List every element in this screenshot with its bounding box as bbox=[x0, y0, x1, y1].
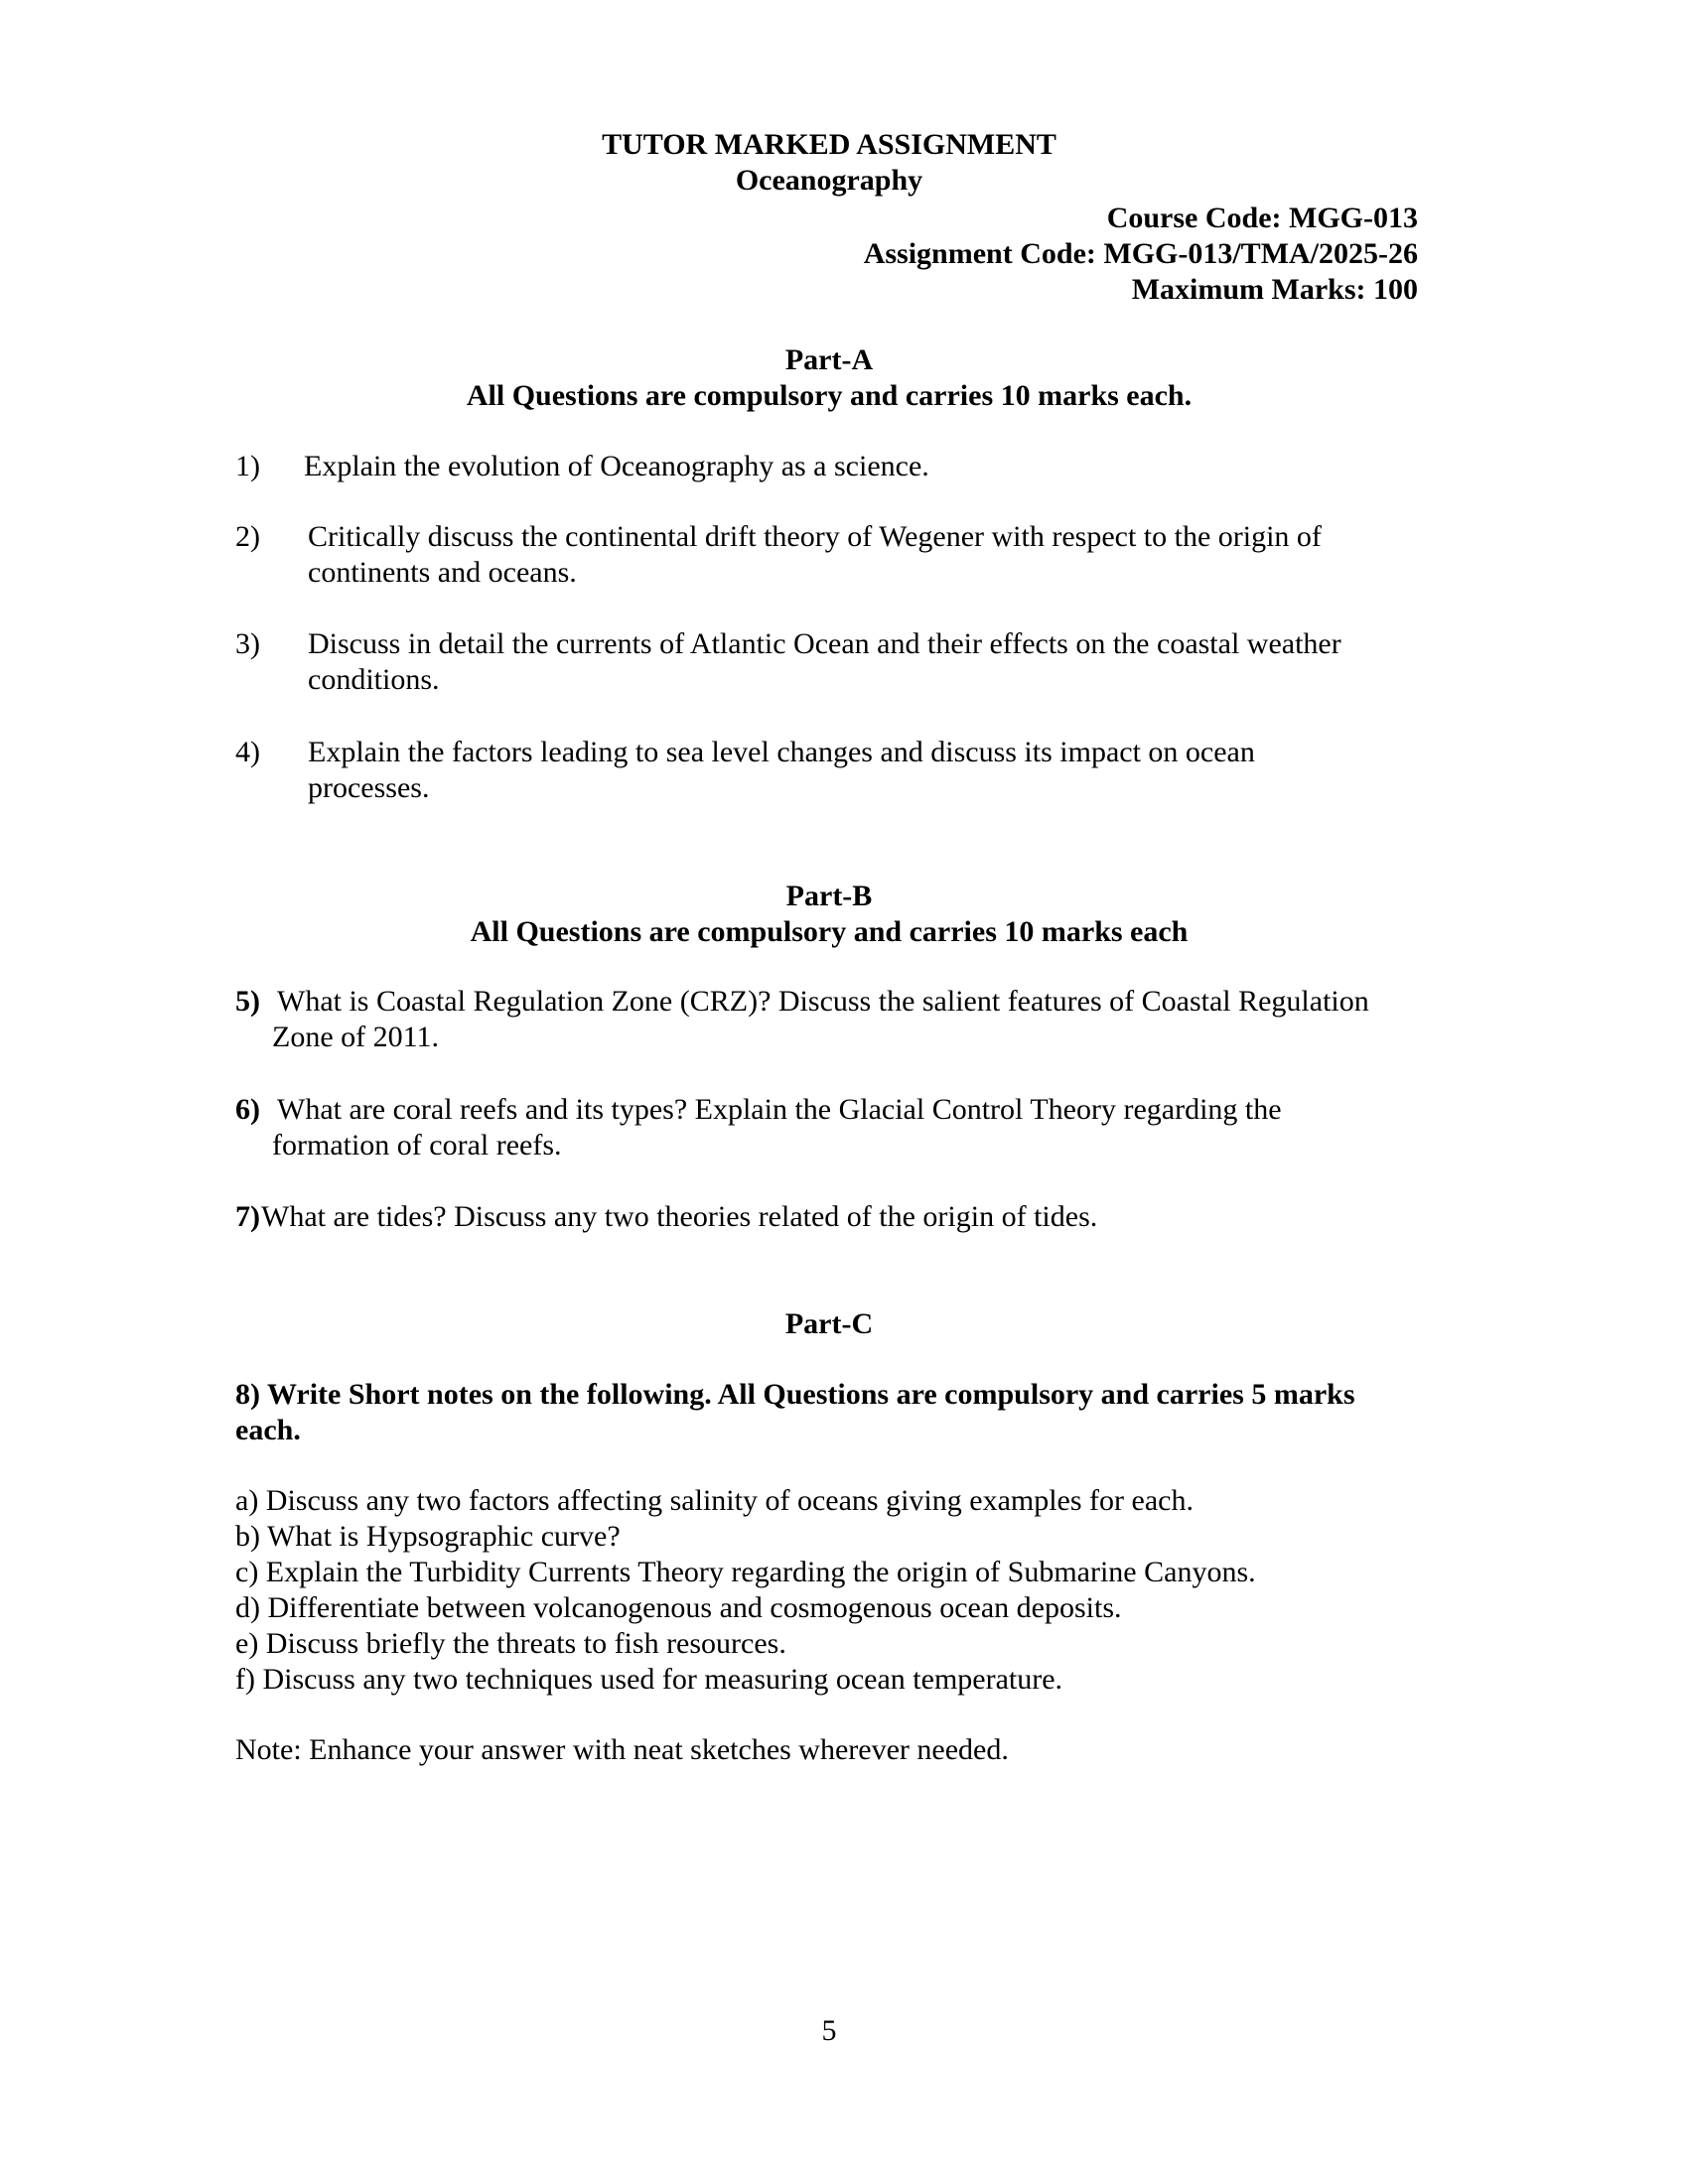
part-c-instruction-line-1: 8) Write Short notes on the following. All Questions are compulsory and carries 5 marks bbox=[235, 1378, 1355, 1411]
assignment-code: Assignment Code: MGG-013/TMA/2025-26 bbox=[863, 237, 1418, 270]
question-text: conditions. bbox=[308, 663, 440, 696]
question-number: 1) bbox=[235, 450, 260, 482]
question-text: What is Coastal Regulation Zone (CRZ)? Discuss the salient features of Coastal Regulation bbox=[277, 985, 1369, 1018]
short-note-item: c) Explain the Turbidity Currents Theory regarding the origin of Submarine Canyons. bbox=[235, 1556, 1256, 1588]
question-number: 6) bbox=[235, 1093, 260, 1126]
maximum-marks: Maximum Marks: 100 bbox=[1131, 273, 1418, 306]
part-b-heading: Part-B bbox=[785, 880, 873, 912]
subject-title: Oceanography bbox=[735, 164, 923, 197]
question-text: What are tides? Discuss any two theories related of the origin of tides. bbox=[261, 1200, 1098, 1233]
course-code: Course Code: MGG-013 bbox=[1106, 202, 1418, 234]
short-note-item: b) What is Hypsographic curve? bbox=[235, 1520, 621, 1553]
question-text: Critically discuss the continental drift theory of Wegener with respect to the origin of bbox=[308, 520, 1322, 553]
page-number: 5 bbox=[821, 2014, 837, 2047]
question-number: 3) bbox=[235, 627, 260, 660]
question-number: 2) bbox=[235, 520, 260, 553]
question-text: formation of coral reefs. bbox=[272, 1129, 562, 1161]
part-b-instruction: All Questions are compulsory and carries 10 marks each bbox=[470, 915, 1189, 948]
part-c-heading: Part-C bbox=[784, 1307, 874, 1340]
question-text: What are coral reefs and its types? Explain the Glacial Control Theory regarding the bbox=[277, 1093, 1282, 1126]
question-text: Zone of 2011. bbox=[272, 1021, 440, 1053]
part-c-instruction-line-2: each. bbox=[235, 1414, 301, 1446]
question-text: continents and oceans. bbox=[308, 556, 577, 589]
question-text: Discuss in detail the currents of Atlantic Ocean and their effects on the coastal weather bbox=[308, 627, 1341, 660]
part-a-heading: Part-A bbox=[784, 343, 874, 376]
question-number: 4) bbox=[235, 736, 260, 768]
question-text: Explain the factors leading to sea level changes and discuss its impact on ocean bbox=[308, 736, 1255, 768]
short-note-item: f) Discuss any two techniques used for measuring ocean temperature. bbox=[235, 1663, 1063, 1696]
short-note-item: a) Discuss any two factors affecting salinity of oceans giving examples for each. bbox=[235, 1484, 1194, 1517]
part-a-instruction: All Questions are compulsory and carries 10 marks each. bbox=[466, 379, 1193, 412]
question-text: Explain the evolution of Oceanography as a science. bbox=[304, 450, 929, 482]
question-number: 7) bbox=[235, 1200, 260, 1233]
short-note-item: e) Discuss briefly the threats to fish resources. bbox=[235, 1627, 786, 1660]
question-text: processes. bbox=[308, 771, 430, 804]
assignment-title: TUTOR MARKED ASSIGNMENT bbox=[602, 128, 1056, 161]
short-note-item: d) Differentiate between volcanogenous and cosmogenous ocean deposits. bbox=[235, 1591, 1122, 1624]
note-text: Note: Enhance your answer with neat sketches wherever needed. bbox=[235, 1733, 1009, 1766]
question-number: 5) bbox=[235, 985, 260, 1018]
